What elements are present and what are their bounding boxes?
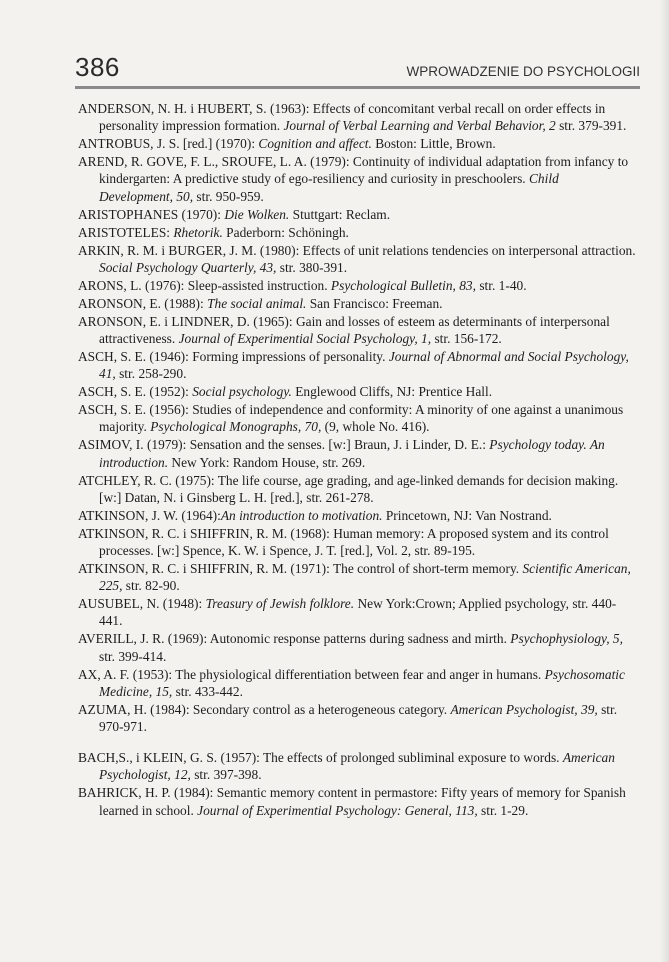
reference-text: ATCHLEY, R. C. (1975): The life course, age grading, and age-linked demands for decision making. [w:] Datan, N. i Ginsberg L. H. [red.], str. 261-278. — [78, 472, 619, 505]
reference-entry — [78, 206, 636, 223]
reference-text: str. 970-971. — [99, 701, 618, 735]
reference-text: AZUMA, H. (1984): Secondary control as a heterogeneous category. — [78, 701, 451, 717]
reference-entry — [78, 701, 636, 735]
reference-text: ASCH, S. E. (1946): Forming impressions of personality. — [78, 349, 389, 365]
reference-text: ARONS, L. (1976): Sleep-assisted instruction. — [78, 277, 331, 293]
reference-text: str. 380-391. — [276, 259, 348, 275]
reference-text: str. 397-398. — [190, 767, 262, 783]
reference-title-italic: Social psychology. — [192, 384, 292, 400]
reference-entry — [78, 100, 636, 134]
reference-text: ATKINSON, R. C. i SHIFFRIN, R. M. (1971): The control of short-term memory. — [78, 561, 523, 577]
reference-text: str. 1-40. — [475, 277, 527, 293]
reference-text: Paderborn: Schöningh. — [222, 224, 349, 240]
reference-text: San Francisco: Freeman. — [306, 295, 443, 311]
reference-entry — [78, 224, 636, 241]
running-head: WPROWADZENIE DO PSYCHOLOGII — [406, 64, 640, 79]
reference-title-italic: American Psychologist, 39, — [450, 701, 598, 717]
reference-title-italic: American Psychologist, 12, — [99, 750, 615, 783]
reference-text: Englewood Cliffs, NJ: Prentice Hall. — [291, 384, 493, 400]
reference-entry — [78, 472, 636, 506]
reference-entry — [78, 277, 636, 294]
reference-text: BACH,S., i KLEIN, G. S. (1957): The effects of prolonged subliminal exposure to words. — [78, 750, 563, 766]
reference-entry — [78, 436, 636, 470]
reference-entry — [78, 153, 636, 205]
reference-title-italic: Journal of Experimential Social Psychology, 1, — [178, 331, 432, 347]
reference-entry — [78, 401, 636, 435]
reference-title-italic: Social Psychology Quarterly, 43, — [99, 259, 277, 275]
reference-title-italic: Psychophysiology, 5, — [510, 631, 623, 647]
reference-entry — [78, 313, 636, 347]
reference-title-italic: Journal of Experimential Psychology: General, 113, — [197, 802, 478, 818]
page-header — [75, 52, 640, 89]
reference-entry — [78, 507, 636, 524]
reference-entry — [78, 242, 636, 276]
reference-entry — [78, 784, 636, 818]
reference-text: ASCH, S. E. (1952): — [78, 384, 193, 400]
reference-list — [78, 100, 636, 820]
reference-text: Princetown, NJ: Van Nostrand. — [382, 507, 552, 523]
reference-title-italic: Journal of Abnormal and Social Psychology, 41, — [99, 349, 629, 382]
reference-entry — [78, 595, 636, 629]
reference-entry — [78, 630, 636, 664]
reference-entry — [78, 383, 636, 400]
reference-text: str. 433-442. — [172, 683, 243, 699]
reference-text: AX, A. F. (1953): The physiological differentiation between fear and anger in humans. — [78, 666, 545, 682]
reference-text: New York:Crown; Applied psychology, str. 440-441. — [99, 596, 617, 629]
reference-title-italic: Rhetorik. — [173, 224, 223, 240]
reference-text: str. 379-391. — [555, 118, 627, 134]
reference-text: AREND, R. GOVE, F. L., SROUFE, L. A. (1979): Continuity of individual adaptation from infancy to kindergarten: A predictive study of ego-resiliency and curiosity in preschoolers. — [78, 154, 629, 187]
reference-entry — [78, 560, 636, 594]
reference-text: ASCH, S. E. (1956): Studies of independence and conformity: A minority of one against a unanimous majority. — [78, 402, 624, 435]
reference-text: BAHRICK, H. P. (1984): Semantic memory content in permastore: Fifty years of memory for Spanish learned in school. — [78, 785, 626, 818]
reference-text: Stuttgart: Reclam. — [289, 206, 391, 222]
reference-entry — [78, 749, 636, 783]
reference-title-italic: The social animal. — [207, 295, 307, 311]
reference-title-italic: Die Wolken. — [224, 206, 290, 222]
reference-title-italic: Psychological Monographs, 70, — [150, 419, 322, 435]
reference-text: ARISTOPHANES (1970): — [78, 206, 225, 222]
reference-title-italic: Psychology today. An introduction. — [99, 437, 605, 470]
reference-text: str. 1-29. — [477, 802, 529, 818]
reference-title-italic: Scientific American, 225, — [99, 561, 631, 594]
reference-text: (9, whole No. 416). — [321, 419, 430, 435]
reference-text: str. 399-414. — [99, 648, 167, 664]
reference-entry — [78, 525, 636, 559]
reference-text: ARKIN, R. M. i BURGER, J. M. (1980): Effects of unit relations tendencies on interpersonal attraction. — [78, 242, 636, 258]
reference-text: str. 82-90. — [122, 578, 180, 594]
reference-text: Boston: Little, Brown. — [371, 136, 496, 152]
reference-text: ATKINSON, J. W. (1964): — [78, 507, 221, 523]
reference-entry — [78, 135, 636, 152]
reference-title-italic: Journal of Verbal Learning and Verbal Behavior, 2 — [283, 118, 556, 134]
reference-title-italic: Treasury of Jewish folklore. — [205, 596, 355, 612]
reference-title-italic: Psychological Bulletin, 83, — [330, 277, 476, 293]
reference-text: ANDERSON, N. H. i HUBERT, S. (1963): Effects of concomitant verbal recall on order effects in personality impression formation. — [78, 101, 606, 134]
reference-title-italic: Child Development, 50, — [99, 171, 559, 204]
reference-text: str. 258-290. — [115, 366, 187, 382]
reference-text: ANTROBUS, J. S. [red.] (1970): — [78, 136, 259, 152]
reference-entry — [78, 666, 636, 700]
page-number: 386 — [75, 52, 120, 82]
page-edge-shadow — [659, 0, 669, 962]
reference-text: ASIMOV, I. (1979): Sensation and the senses. [w:] Braun, J. i Linder, D. E.: — [78, 437, 490, 453]
reference-title-italic: An introduction to motivation. — [220, 507, 383, 523]
reference-title-italic: Psychosomatic Medicine, 15, — [99, 666, 625, 699]
reference-text: ARONSON, E. (1988): — [78, 295, 208, 311]
reference-text: New York: Random House, str. 269. — [168, 454, 366, 470]
reference-entry — [78, 295, 636, 312]
reference-text: ARONSON, E. i LINDNER, D. (1965): Gain and losses of esteem as determinants of interpersonal attractiveness. — [78, 313, 610, 347]
reference-text: str. 950-959. — [193, 188, 264, 204]
reference-text: AUSUBEL, N. (1948): — [78, 596, 206, 612]
reference-text: AVERILL, J. R. (1969): Autonomic response patterns during sadness and mirth. — [78, 631, 511, 647]
reference-text: str. 156-172. — [431, 331, 502, 347]
reference-text: ARISTOTELES: — [78, 224, 174, 240]
reference-entry — [78, 348, 636, 382]
reference-title-italic: Cognition and affect. — [258, 136, 372, 152]
reference-text: ATKINSON, R. C. i SHIFFRIN, R. M. (1968): Human memory: A proposed system and its control processes. [w:] Spence, K. W. i Spence, J. T. [red.], Vol. 2, str. 89-195. — [78, 525, 609, 559]
